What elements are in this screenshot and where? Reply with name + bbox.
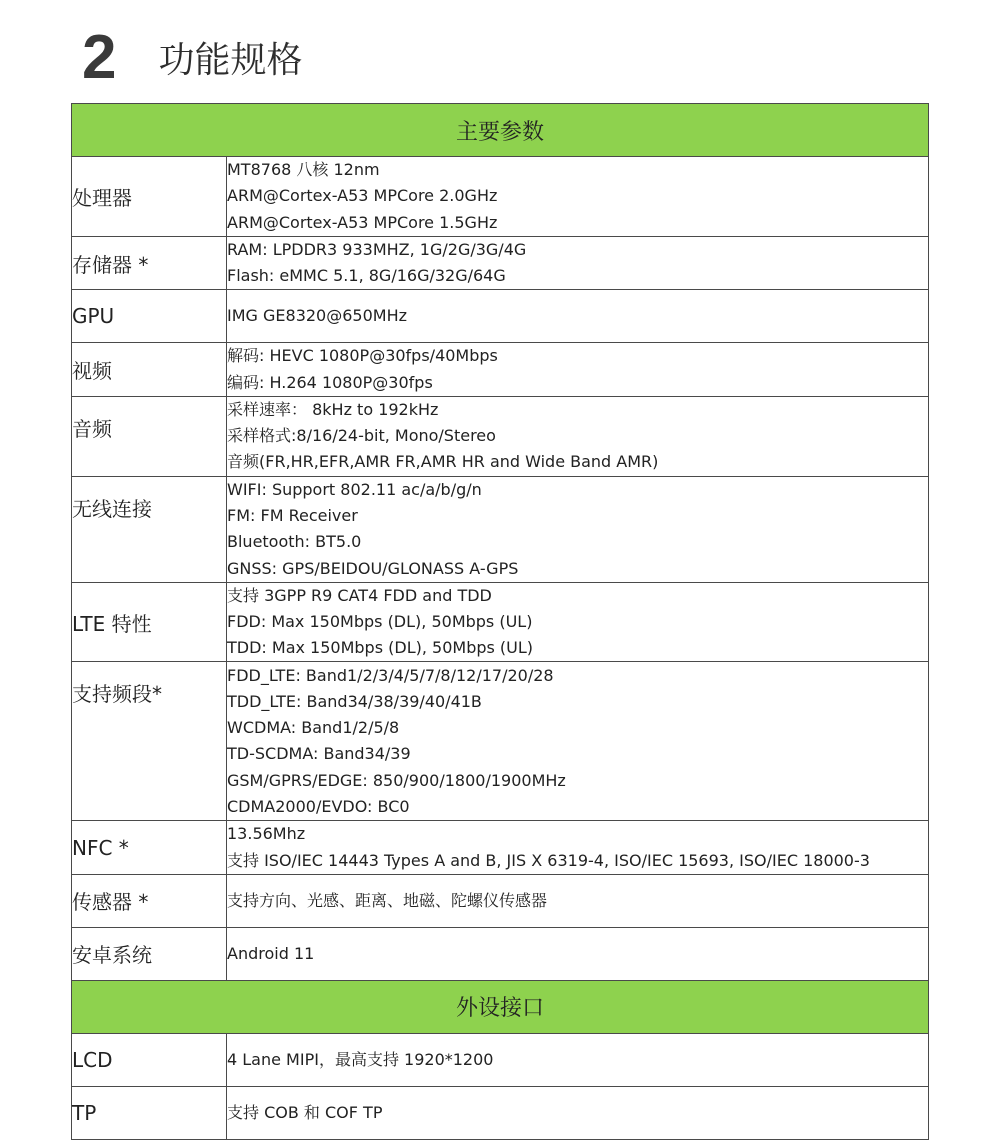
- spec-value-line: TDD_LTE: Band34/38/39/40/41B: [227, 692, 482, 712]
- spec-label: 存储器 *: [72, 237, 227, 290]
- spec-value-line: Android 11: [227, 943, 315, 963]
- spec-value-line: Bluetooth: BT5.0: [227, 532, 362, 552]
- spec-value-line: TDD: Max 150Mbps (DL), 50Mbps (UL): [227, 638, 534, 658]
- spec-value-line: 编码: H.264 1080P@30fps: [227, 372, 433, 392]
- spec-label: 无线连接: [72, 476, 227, 582]
- spec-value-line: WCDMA: Band1/2/5/8: [227, 718, 400, 738]
- spec-row: [72, 157, 929, 237]
- spec-value-line: IMG GE8320@650MHz: [227, 306, 408, 326]
- spec-value-line: GSM/GPRS/EDGE: 850/900/1800/1900MHz: [227, 770, 566, 790]
- spec-value: [227, 1033, 929, 1086]
- spec-value: [227, 396, 929, 476]
- spec-value-line: ARM@Cortex-A53 MPCore 2.0GHz: [227, 186, 498, 206]
- section-heading: [82, 22, 303, 92]
- spec-value: [227, 476, 929, 582]
- spec-value-line: FDD_LTE: Band1/2/3/4/5/7/8/12/17/20/28: [227, 665, 554, 685]
- spec-value: [227, 874, 929, 927]
- spec-row: [72, 874, 929, 927]
- section-number: 2: [82, 22, 115, 92]
- spec-row: [72, 290, 929, 343]
- spec-label: TP: [72, 1086, 227, 1139]
- spec-row: [72, 1033, 929, 1086]
- spec-row: [72, 662, 929, 821]
- spec-value: [227, 1086, 929, 1139]
- spec-value-line: RAM: LPDDR3 933MHZ, 1G/2G/3G/4G: [227, 240, 527, 259]
- spec-row: [72, 1086, 929, 1139]
- spec-value: [227, 237, 929, 290]
- spec-value: [227, 343, 929, 396]
- spec-value-line: 支持 COB 和 COF TP: [227, 1102, 383, 1122]
- spec-row: [72, 927, 929, 980]
- spec-value-line: TD-SCDMA: Band34/39: [227, 744, 411, 764]
- spec-value: [227, 582, 929, 662]
- spec-row: [72, 582, 929, 662]
- spec-label: 支持频段*: [72, 662, 227, 821]
- spec-label: 安卓系统: [72, 927, 227, 980]
- spec-value: [227, 821, 929, 874]
- spec-value-line: 支持方向、光感、距离、地磁、陀螺仪传感器: [227, 890, 548, 910]
- spec-row: [72, 343, 929, 396]
- spec-value-line: FDD: Max 150Mbps (DL), 50Mbps (UL): [227, 612, 533, 632]
- spec-value: [227, 662, 929, 821]
- spec-label: 处理器: [72, 157, 227, 237]
- spec-value-line: 支持 ISO/IEC 14443 Types A and B, JIS X 6319-4, ISO/IEC 15693, ISO/IEC 18000-3: [227, 850, 870, 870]
- section-title: 功能规格: [158, 39, 303, 81]
- spec-value: [227, 290, 929, 343]
- spec-row: [72, 237, 929, 290]
- spec-label: LCD: [72, 1033, 227, 1086]
- section-header: 外设接口: [72, 980, 929, 1033]
- spec-label: LTE 特性: [72, 582, 227, 662]
- spec-label: GPU: [72, 290, 227, 343]
- spec-value-line: 采样格式:8/16/24-bit, Mono/Stereo: [227, 426, 496, 446]
- spec-value-line: 13.56Mhz: [227, 824, 306, 844]
- spec-value-line: 4 Lane MIPI，最高支持 1920*1200: [227, 1049, 494, 1069]
- spec-row: [72, 476, 929, 582]
- spec-row: [72, 821, 929, 874]
- spec-table: [71, 103, 929, 1140]
- spec-value-line: 解码: HEVC 1080P@30fps/40Mbps: [227, 346, 498, 366]
- spec-row: [72, 396, 929, 476]
- spec-value-line: CDMA2000/EVDO: BC0: [227, 796, 410, 816]
- spec-value-line: MT8768 八核 12nm: [227, 160, 380, 180]
- spec-value-line: 采样速率： 8kHz to 192kHz: [227, 400, 439, 419]
- spec-value: [227, 927, 929, 980]
- spec-value-line: FM: FM Receiver: [227, 506, 358, 526]
- spec-label: 视频: [72, 343, 227, 396]
- spec-label: NFC *: [72, 821, 227, 874]
- spec-value-line: Flash: eMMC 5.1, 8G/16G/32G/64G: [227, 266, 506, 286]
- spec-value: [227, 157, 929, 237]
- section-header: 主要参数: [72, 104, 929, 157]
- spec-value-line: ARM@Cortex-A53 MPCore 1.5GHz: [227, 212, 498, 232]
- spec-value-line: GNSS: GPS/BEIDOU/GLONASS A-GPS: [227, 558, 519, 578]
- spec-label: 传感器 *: [72, 874, 227, 927]
- spec-value-line: 音频(FR,HR,EFR,AMR FR,AMR HR and Wide Band AMR): [227, 452, 659, 472]
- spec-value-line: 支持 3GPP R9 CAT4 FDD and TDD: [227, 585, 492, 605]
- spec-value-line: WIFI: Support 802.11 ac/a/b/g/n: [227, 479, 482, 499]
- spec-label: 音频: [72, 396, 227, 476]
